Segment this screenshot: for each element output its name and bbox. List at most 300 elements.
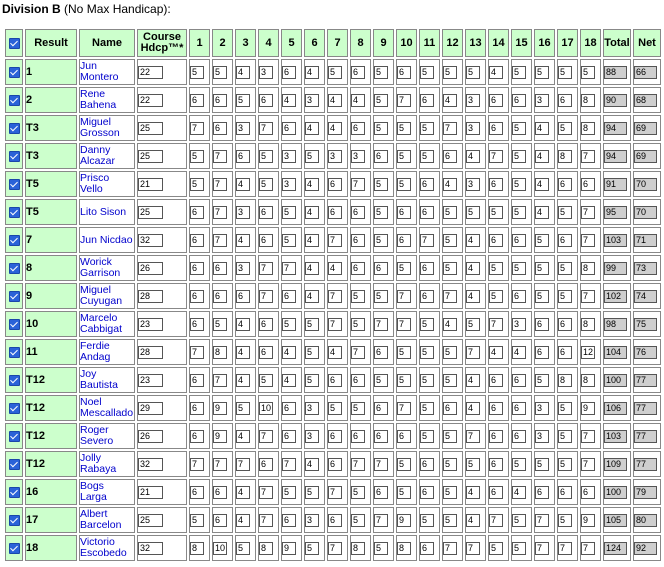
- hole-10-score-input[interactable]: 5: [397, 486, 411, 499]
- hole-14-score-input[interactable]: 6: [489, 122, 503, 135]
- hole-8-score-input[interactable]: 6: [351, 234, 365, 247]
- hole-16-score-input[interactable]: 6: [535, 346, 549, 359]
- hole-3-score-input[interactable]: 4: [236, 318, 250, 331]
- hole-12-score-input[interactable]: 5: [443, 234, 457, 247]
- hole-18-score-input[interactable]: 8: [581, 122, 595, 135]
- hole-8-score-input[interactable]: 7: [351, 346, 365, 359]
- hole-15-score-input[interactable]: 5: [512, 514, 526, 527]
- hole-7-score-input[interactable]: 5: [328, 66, 342, 79]
- hole-13-score-input[interactable]: 5: [466, 318, 480, 331]
- hole-11-score-input[interactable]: 5: [420, 318, 434, 331]
- player-name-link[interactable]: [79, 451, 135, 477]
- hole-8-score-input[interactable]: 6: [351, 122, 365, 135]
- hole-11-score-input[interactable]: 6: [420, 94, 434, 107]
- hole-9-score-input[interactable]: 6: [374, 486, 388, 499]
- hole-4-score-input[interactable]: 3: [259, 66, 273, 79]
- hole-8-score-input[interactable]: 6: [351, 206, 365, 219]
- hdcp-input[interactable]: 21: [138, 178, 163, 191]
- hole-17-score-input[interactable]: 6: [558, 318, 572, 331]
- hole-14-score-input[interactable]: 4: [489, 66, 503, 79]
- hdcp-input[interactable]: 21: [138, 486, 163, 499]
- hole-12-score-input[interactable]: 4: [443, 94, 457, 107]
- hole-1-score-input[interactable]: 6: [190, 234, 204, 247]
- hole-9-score-input[interactable]: 6: [374, 402, 388, 415]
- hole-13-score-input[interactable]: 4: [466, 262, 480, 275]
- hole-6-score-input[interactable]: 4: [305, 234, 319, 247]
- hole-5-score-input[interactable]: 9: [282, 542, 296, 555]
- hole-2-score-input[interactable]: 7: [213, 150, 227, 163]
- hole-11-score-input[interactable]: 6: [420, 290, 434, 303]
- hole-3-score-input[interactable]: 4: [236, 374, 250, 387]
- hole-2-score-input[interactable]: 7: [213, 374, 227, 387]
- hole-9-score-input[interactable]: 5: [374, 374, 388, 387]
- hole-10-score-input[interactable]: 9: [397, 514, 411, 527]
- hole-5-score-input[interactable]: 5: [282, 234, 296, 247]
- hole-6-score-input[interactable]: 5: [305, 150, 319, 163]
- hole-5-score-input[interactable]: 4: [282, 374, 296, 387]
- row-checkbox[interactable]: [5, 171, 23, 197]
- hole-1-score-input[interactable]: 6: [190, 290, 204, 303]
- hole-15-score-input[interactable]: 6: [512, 290, 526, 303]
- hole-10-score-input[interactable]: 5: [397, 262, 411, 275]
- hole-12-score-input[interactable]: 5: [443, 486, 457, 499]
- hole-5-score-input[interactable]: 6: [282, 66, 296, 79]
- hole-7-score-input[interactable]: 7: [328, 318, 342, 331]
- hole-4-score-input[interactable]: 5: [259, 178, 273, 191]
- player-name-link[interactable]: [79, 311, 135, 337]
- hole-11-score-input[interactable]: 5: [420, 122, 434, 135]
- hole-13-score-input[interactable]: 4: [466, 486, 480, 499]
- hole-9-score-input[interactable]: 6: [374, 150, 388, 163]
- hole-10-score-input[interactable]: 7: [397, 290, 411, 303]
- hole-12-score-input[interactable]: 5: [443, 66, 457, 79]
- hole-18-score-input[interactable]: 7: [581, 458, 595, 471]
- hole-13-score-input[interactable]: 7: [466, 346, 480, 359]
- hole-5-score-input[interactable]: 3: [282, 150, 296, 163]
- hole-2-score-input[interactable]: 8: [213, 346, 227, 359]
- hole-11-score-input[interactable]: 5: [420, 346, 434, 359]
- hole-7-score-input[interactable]: 6: [328, 514, 342, 527]
- hole-1-score-input[interactable]: 7: [190, 346, 204, 359]
- hole-9-score-input[interactable]: 7: [374, 458, 388, 471]
- hole-3-score-input[interactable]: 6: [236, 150, 250, 163]
- hole-7-score-input[interactable]: 4: [328, 346, 342, 359]
- hole-6-score-input[interactable]: 5: [305, 486, 319, 499]
- hole-5-score-input[interactable]: 5: [282, 206, 296, 219]
- hole-16-score-input[interactable]: 6: [535, 486, 549, 499]
- row-checkbox[interactable]: [5, 283, 23, 309]
- hole-1-score-input[interactable]: 6: [190, 486, 204, 499]
- hole-13-score-input[interactable]: 4: [466, 234, 480, 247]
- hole-18-score-input[interactable]: 7: [581, 150, 595, 163]
- hole-3-score-input[interactable]: 3: [236, 262, 250, 275]
- hole-2-score-input[interactable]: 7: [213, 206, 227, 219]
- hole-14-score-input[interactable]: 5: [489, 206, 503, 219]
- player-name-link[interactable]: [79, 535, 135, 561]
- hole-9-score-input[interactable]: 5: [374, 66, 388, 79]
- hole-12-score-input[interactable]: 5: [443, 514, 457, 527]
- hole-14-score-input[interactable]: 5: [489, 262, 503, 275]
- hole-2-score-input[interactable]: 9: [213, 402, 227, 415]
- hole-2-score-input[interactable]: 5: [213, 66, 227, 79]
- hole-1-score-input[interactable]: 5: [190, 66, 204, 79]
- hole-7-score-input[interactable]: 7: [328, 234, 342, 247]
- row-checkbox[interactable]: [5, 227, 23, 253]
- hole-15-score-input[interactable]: 4: [512, 346, 526, 359]
- hole-5-score-input[interactable]: 4: [282, 94, 296, 107]
- hole-12-score-input[interactable]: 5: [443, 206, 457, 219]
- hole-16-score-input[interactable]: 3: [535, 94, 549, 107]
- hole-12-score-input[interactable]: 5: [443, 430, 457, 443]
- hole-9-score-input[interactable]: 6: [374, 430, 388, 443]
- hole-3-score-input[interactable]: 4: [236, 486, 250, 499]
- hole-13-score-input[interactable]: 4: [466, 402, 480, 415]
- hole-11-score-input[interactable]: 5: [420, 430, 434, 443]
- hdcp-input[interactable]: 22: [138, 66, 163, 79]
- hole-3-score-input[interactable]: 5: [236, 402, 250, 415]
- row-checkbox[interactable]: [5, 535, 23, 561]
- hole-12-score-input[interactable]: 5: [443, 374, 457, 387]
- row-checkbox[interactable]: [5, 395, 23, 421]
- hole-6-score-input[interactable]: 4: [305, 290, 319, 303]
- hole-11-score-input[interactable]: 6: [420, 178, 434, 191]
- row-checkbox[interactable]: [5, 87, 23, 113]
- hole-17-score-input[interactable]: 6: [558, 94, 572, 107]
- hole-14-score-input[interactable]: 5: [489, 542, 503, 555]
- hole-15-score-input[interactable]: 6: [512, 430, 526, 443]
- hole-6-score-input[interactable]: 5: [305, 318, 319, 331]
- hole-10-score-input[interactable]: 5: [397, 178, 411, 191]
- row-checkbox[interactable]: [5, 479, 23, 505]
- player-name-link[interactable]: [79, 479, 135, 505]
- hole-12-score-input[interactable]: 5: [443, 346, 457, 359]
- hole-11-score-input[interactable]: 5: [420, 514, 434, 527]
- hole-16-score-input[interactable]: 3: [535, 430, 549, 443]
- hole-14-score-input[interactable]: 7: [489, 514, 503, 527]
- hole-3-score-input[interactable]: 4: [236, 234, 250, 247]
- hole-2-score-input[interactable]: 10: [215, 542, 226, 553]
- hole-2-score-input[interactable]: 7: [213, 234, 227, 247]
- hole-10-score-input[interactable]: 6: [397, 206, 411, 219]
- hole-14-score-input[interactable]: 6: [489, 94, 503, 107]
- hole-5-score-input[interactable]: 7: [282, 458, 296, 471]
- hole-10-score-input[interactable]: 7: [397, 94, 411, 107]
- hole-12-score-input[interactable]: 5: [443, 262, 457, 275]
- hole-9-score-input[interactable]: 5: [374, 542, 388, 555]
- hole-11-score-input[interactable]: 5: [420, 66, 434, 79]
- hole-10-score-input[interactable]: 5: [397, 150, 411, 163]
- hole-18-score-input[interactable]: 8: [581, 262, 595, 275]
- hole-8-score-input[interactable]: 7: [351, 458, 365, 471]
- hole-18-score-input[interactable]: 8: [581, 374, 595, 387]
- hole-7-score-input[interactable]: 6: [328, 458, 342, 471]
- player-name-link[interactable]: [79, 227, 135, 253]
- hole-12-score-input[interactable]: 4: [443, 178, 457, 191]
- hole-7-score-input[interactable]: 7: [328, 542, 342, 555]
- hole-4-score-input[interactable]: 6: [259, 318, 273, 331]
- hole-18-score-input[interactable]: 7: [581, 290, 595, 303]
- hole-2-score-input[interactable]: 6: [213, 514, 227, 527]
- hole-14-score-input[interactable]: 6: [489, 178, 503, 191]
- hdcp-input[interactable]: 32: [138, 458, 163, 471]
- hole-4-score-input[interactable]: 7: [259, 290, 273, 303]
- hole-18-score-input[interactable]: 5: [581, 66, 595, 79]
- hole-11-score-input[interactable]: 6: [420, 486, 434, 499]
- hole-16-score-input[interactable]: 4: [535, 150, 549, 163]
- hole-12-score-input[interactable]: 7: [443, 122, 457, 135]
- hole-14-score-input[interactable]: 6: [489, 430, 503, 443]
- hole-13-score-input[interactable]: 4: [466, 150, 480, 163]
- hole-9-score-input[interactable]: 7: [374, 514, 388, 527]
- hole-5-score-input[interactable]: 6: [282, 402, 296, 415]
- hole-6-score-input[interactable]: 4: [305, 66, 319, 79]
- hole-9-score-input[interactable]: 6: [374, 346, 388, 359]
- hole-7-score-input[interactable]: 5: [328, 402, 342, 415]
- hole-18-score-input[interactable]: 9: [581, 514, 595, 527]
- hole-8-score-input[interactable]: 4: [351, 94, 365, 107]
- hole-4-score-input[interactable]: 6: [259, 346, 273, 359]
- hole-17-score-input[interactable]: 5: [558, 290, 572, 303]
- hole-16-score-input[interactable]: 6: [535, 318, 549, 331]
- hole-5-score-input[interactable]: 6: [282, 430, 296, 443]
- hole-14-score-input[interactable]: 7: [489, 150, 503, 163]
- hole-14-score-input[interactable]: 6: [489, 486, 503, 499]
- row-checkbox[interactable]: [5, 507, 23, 533]
- hole-13-score-input[interactable]: 5: [466, 206, 480, 219]
- hole-17-score-input[interactable]: 5: [558, 402, 572, 415]
- hole-14-score-input[interactable]: 6: [489, 402, 503, 415]
- hole-1-score-input[interactable]: 6: [190, 262, 204, 275]
- hole-4-score-input[interactable]: 6: [259, 458, 273, 471]
- hole-15-score-input[interactable]: 5: [512, 262, 526, 275]
- player-name-link[interactable]: [79, 199, 135, 225]
- hole-17-score-input[interactable]: 5: [558, 122, 572, 135]
- hole-18-score-input[interactable]: 8: [581, 318, 595, 331]
- hole-6-score-input[interactable]: 3: [305, 94, 319, 107]
- hole-14-score-input[interactable]: 6: [489, 374, 503, 387]
- hole-15-score-input[interactable]: 5: [512, 66, 526, 79]
- hole-10-score-input[interactable]: 5: [397, 346, 411, 359]
- hole-10-score-input[interactable]: 6: [397, 66, 411, 79]
- hole-6-score-input[interactable]: 5: [305, 542, 319, 555]
- row-checkbox[interactable]: [5, 255, 23, 281]
- hole-14-score-input[interactable]: 6: [489, 458, 503, 471]
- hole-16-score-input[interactable]: 5: [535, 262, 549, 275]
- hole-1-score-input[interactable]: 6: [190, 94, 204, 107]
- hole-1-score-input[interactable]: 5: [190, 178, 204, 191]
- hole-3-score-input[interactable]: 4: [236, 178, 250, 191]
- player-name-link[interactable]: [79, 423, 135, 449]
- hole-12-score-input[interactable]: 5: [443, 458, 457, 471]
- hole-15-score-input[interactable]: 6: [512, 374, 526, 387]
- hole-16-score-input[interactable]: 4: [535, 206, 549, 219]
- hole-12-score-input[interactable]: 4: [443, 318, 457, 331]
- hole-17-score-input[interactable]: 5: [558, 66, 572, 79]
- hole-8-score-input[interactable]: 5: [351, 402, 365, 415]
- hole-1-score-input[interactable]: 6: [190, 430, 204, 443]
- hole-15-score-input[interactable]: 5: [512, 542, 526, 555]
- hole-18-score-input[interactable]: 9: [581, 402, 595, 415]
- hole-6-score-input[interactable]: 5: [305, 346, 319, 359]
- hole-7-score-input[interactable]: 4: [328, 122, 342, 135]
- hole-10-score-input[interactable]: 7: [397, 402, 411, 415]
- hole-7-score-input[interactable]: 6: [328, 374, 342, 387]
- hole-18-score-input[interactable]: 7: [581, 234, 595, 247]
- hole-9-score-input[interactable]: 6: [374, 262, 388, 275]
- hole-17-score-input[interactable]: 5: [558, 430, 572, 443]
- hole-10-score-input[interactable]: 5: [397, 374, 411, 387]
- hdcp-input[interactable]: 29: [138, 402, 163, 415]
- hole-6-score-input[interactable]: 3: [305, 402, 319, 415]
- hole-4-score-input[interactable]: 7: [259, 430, 273, 443]
- hole-16-score-input[interactable]: 5: [535, 66, 549, 79]
- hole-4-score-input[interactable]: 6: [259, 234, 273, 247]
- hole-17-score-input[interactable]: 8: [558, 150, 572, 163]
- row-checkbox[interactable]: [5, 423, 23, 449]
- player-name-link[interactable]: [79, 367, 135, 393]
- hdcp-input[interactable]: 25: [138, 514, 163, 527]
- hole-1-score-input[interactable]: 5: [190, 514, 204, 527]
- hole-14-score-input[interactable]: 5: [489, 290, 503, 303]
- hole-2-score-input[interactable]: 7: [213, 178, 227, 191]
- hole-16-score-input[interactable]: 4: [535, 122, 549, 135]
- hole-2-score-input[interactable]: 6: [213, 262, 227, 275]
- hole-16-score-input[interactable]: 7: [535, 542, 549, 555]
- hole-6-score-input[interactable]: 5: [305, 374, 319, 387]
- hole-15-score-input[interactable]: 5: [512, 178, 526, 191]
- hdcp-input[interactable]: 28: [138, 346, 163, 359]
- hdcp-input[interactable]: 26: [138, 262, 163, 275]
- player-name-link[interactable]: [79, 143, 135, 169]
- hole-15-score-input[interactable]: 4: [512, 486, 526, 499]
- hole-4-score-input[interactable]: 5: [259, 150, 273, 163]
- hole-1-score-input[interactable]: 7: [190, 122, 204, 135]
- hole-4-score-input[interactable]: 10: [261, 402, 272, 413]
- hole-16-score-input[interactable]: 4: [535, 178, 549, 191]
- hole-4-score-input[interactable]: 7: [259, 122, 273, 135]
- hole-10-score-input[interactable]: 6: [397, 234, 411, 247]
- hole-17-score-input[interactable]: 6: [558, 178, 572, 191]
- row-checkbox[interactable]: [5, 339, 23, 365]
- hdcp-input[interactable]: 25: [138, 206, 163, 219]
- player-name-link[interactable]: [79, 507, 135, 533]
- hole-12-score-input[interactable]: 7: [443, 290, 457, 303]
- hole-18-score-input[interactable]: 12: [583, 346, 594, 357]
- hole-17-score-input[interactable]: 5: [558, 206, 572, 219]
- hole-5-score-input[interactable]: 7: [282, 262, 296, 275]
- hdcp-input[interactable]: 25: [138, 122, 163, 135]
- hole-3-score-input[interactable]: 4: [236, 514, 250, 527]
- hole-9-score-input[interactable]: 5: [374, 122, 388, 135]
- hole-17-score-input[interactable]: 7: [558, 542, 572, 555]
- hole-14-score-input[interactable]: 6: [489, 234, 503, 247]
- hole-5-score-input[interactable]: 5: [282, 486, 296, 499]
- hole-15-score-input[interactable]: 5: [512, 122, 526, 135]
- hole-4-score-input[interactable]: 8: [259, 542, 273, 555]
- hole-6-score-input[interactable]: 3: [305, 430, 319, 443]
- hole-17-score-input[interactable]: 5: [558, 514, 572, 527]
- hole-7-score-input[interactable]: 4: [328, 94, 342, 107]
- hole-13-score-input[interactable]: 7: [466, 430, 480, 443]
- hole-17-score-input[interactable]: 6: [558, 234, 572, 247]
- hole-16-score-input[interactable]: 7: [535, 514, 549, 527]
- hole-4-score-input[interactable]: 7: [259, 486, 273, 499]
- hdcp-input[interactable]: 25: [138, 150, 163, 163]
- hdcp-input[interactable]: 23: [138, 318, 163, 331]
- hole-11-score-input[interactable]: 5: [420, 150, 434, 163]
- hole-13-score-input[interactable]: 5: [466, 66, 480, 79]
- row-checkbox[interactable]: [5, 143, 23, 169]
- player-name-link[interactable]: [79, 171, 135, 197]
- hole-1-score-input[interactable]: 6: [190, 402, 204, 415]
- hole-18-score-input[interactable]: 7: [581, 206, 595, 219]
- hole-14-score-input[interactable]: 7: [489, 318, 503, 331]
- player-name-link[interactable]: [79, 283, 135, 309]
- hole-7-score-input[interactable]: 6: [328, 178, 342, 191]
- hole-2-score-input[interactable]: 7: [213, 458, 227, 471]
- hole-4-score-input[interactable]: 5: [259, 374, 273, 387]
- player-name-link[interactable]: [79, 255, 135, 281]
- hdcp-input[interactable]: 32: [138, 542, 163, 555]
- hole-16-score-input[interactable]: 5: [535, 458, 549, 471]
- hole-6-score-input[interactable]: 4: [305, 206, 319, 219]
- hole-13-score-input[interactable]: 3: [466, 122, 480, 135]
- player-name-link[interactable]: [79, 59, 135, 85]
- hole-9-score-input[interactable]: 5: [374, 290, 388, 303]
- hole-9-score-input[interactable]: 5: [374, 234, 388, 247]
- hole-5-score-input[interactable]: 4: [282, 346, 296, 359]
- hole-1-score-input[interactable]: 6: [190, 206, 204, 219]
- hole-3-score-input[interactable]: 5: [236, 542, 250, 555]
- player-name-link[interactable]: [79, 87, 135, 113]
- hole-17-score-input[interactable]: 6: [558, 346, 572, 359]
- hole-17-score-input[interactable]: 5: [558, 262, 572, 275]
- hole-10-score-input[interactable]: 5: [397, 458, 411, 471]
- hole-8-score-input[interactable]: 6: [351, 430, 365, 443]
- hole-15-score-input[interactable]: 5: [512, 458, 526, 471]
- hole-15-score-input[interactable]: 5: [512, 206, 526, 219]
- hole-15-score-input[interactable]: 6: [512, 234, 526, 247]
- hole-7-score-input[interactable]: 4: [328, 262, 342, 275]
- hole-10-score-input[interactable]: 8: [397, 542, 411, 555]
- hole-10-score-input[interactable]: 6: [397, 430, 411, 443]
- hdcp-input[interactable]: 32: [138, 234, 163, 247]
- hdcp-input[interactable]: 22: [138, 94, 163, 107]
- hole-6-score-input[interactable]: 3: [305, 514, 319, 527]
- hole-4-score-input[interactable]: 7: [259, 262, 273, 275]
- hole-15-score-input[interactable]: 3: [512, 318, 526, 331]
- hole-5-score-input[interactable]: 6: [282, 122, 296, 135]
- hole-5-score-input[interactable]: 3: [282, 178, 296, 191]
- hole-3-score-input[interactable]: 5: [236, 94, 250, 107]
- hole-9-score-input[interactable]: 5: [374, 206, 388, 219]
- hole-11-score-input[interactable]: 5: [420, 402, 434, 415]
- hole-2-score-input[interactable]: 6: [213, 290, 227, 303]
- hole-5-score-input[interactable]: 6: [282, 514, 296, 527]
- hole-1-score-input[interactable]: 7: [190, 458, 204, 471]
- row-checkbox[interactable]: [5, 199, 23, 225]
- hole-7-score-input[interactable]: 6: [328, 206, 342, 219]
- hole-8-score-input[interactable]: 5: [351, 318, 365, 331]
- hole-17-score-input[interactable]: 6: [558, 486, 572, 499]
- hole-18-score-input[interactable]: 6: [581, 486, 595, 499]
- hole-8-score-input[interactable]: 5: [351, 486, 365, 499]
- hole-13-score-input[interactable]: 7: [466, 542, 480, 555]
- hole-18-score-input[interactable]: 8: [581, 94, 595, 107]
- hole-3-score-input[interactable]: 3: [236, 206, 250, 219]
- hole-15-score-input[interactable]: 6: [512, 402, 526, 415]
- hole-1-score-input[interactable]: 5: [190, 150, 204, 163]
